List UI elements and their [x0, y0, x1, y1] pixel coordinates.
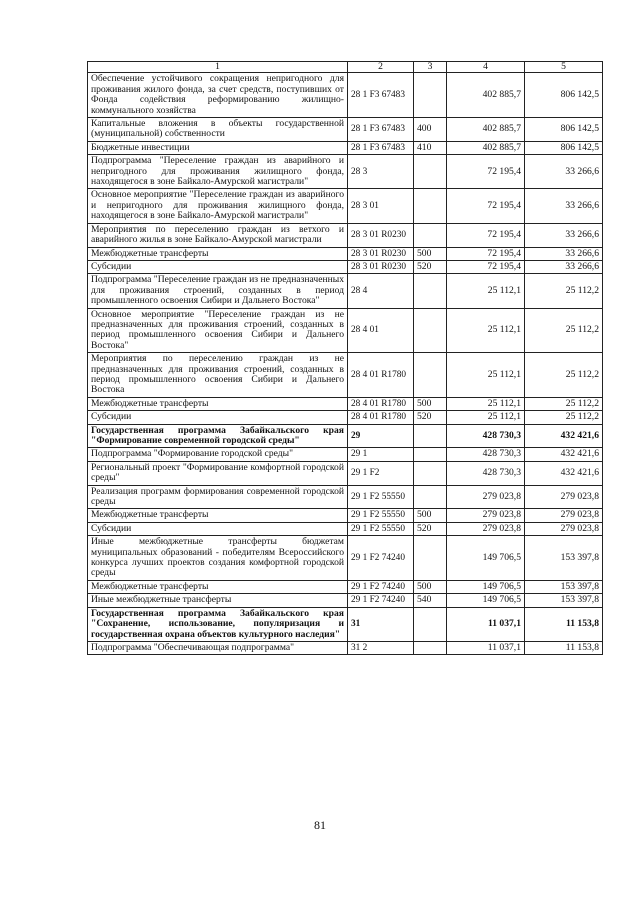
row-name-cell: Региональный проект "Формирование комфортной городской среды" — [88, 461, 348, 485]
row-name-cell: Подпрограмма "Формирование городской среды" — [88, 448, 348, 461]
row-expense-type-cell: 520 — [414, 411, 447, 424]
row-value-col4-cell: 25 112,1 — [447, 397, 525, 410]
page-number: 81 — [314, 818, 326, 832]
row-expense-type-cell: 500 — [414, 580, 447, 593]
row-value-col5-cell: 25 112,2 — [525, 397, 603, 410]
row-value-col5-cell: 33 266,6 — [525, 260, 603, 273]
row-name-cell: Иные межбюджетные трансферты — [88, 594, 348, 607]
row-code-cell: 31 — [348, 607, 414, 641]
header-col-4: 4 — [447, 62, 525, 73]
row-expense-type-cell: 400 — [414, 118, 447, 142]
row-name-cell: Межбюджетные трансферты — [88, 397, 348, 410]
row-value-col4-cell: 402 885,7 — [447, 118, 525, 142]
row-name-cell: Межбюджетные трансферты — [88, 247, 348, 260]
row-code-cell: 29 1 F2 55550 — [348, 485, 414, 509]
row-value-col5-cell: 806 142,5 — [525, 73, 603, 118]
row-value-col4-cell: 72 195,4 — [447, 189, 525, 223]
row-value-col4-cell: 25 112,1 — [447, 353, 525, 398]
row-name-cell: Государственная программа Забайкальского края "Формирование современной городской среды" — [88, 424, 348, 448]
table-row — [88, 397, 603, 410]
row-name-cell: Основное мероприятие "Переселение граждан из не предназначенных для проживания строений, созданных в период промышленного освоения Сибири и Дальнего Востока" — [88, 308, 348, 353]
row-code-cell: 28 3 01 — [348, 189, 414, 223]
row-expense-type-cell: 500 — [414, 397, 447, 410]
row-code-cell: 29 1 F2 74240 — [348, 580, 414, 593]
row-expense-type-cell — [414, 73, 447, 118]
row-value-col5-cell: 33 266,6 — [525, 247, 603, 260]
row-code-cell: 28 4 01 R1780 — [348, 353, 414, 398]
row-value-col5-cell: 11 153,8 — [525, 607, 603, 641]
table-row — [88, 509, 603, 522]
row-value-col5-cell: 806 142,5 — [525, 118, 603, 142]
row-value-col5-cell: 11 153,8 — [525, 641, 603, 654]
row-expense-type-cell — [414, 155, 447, 189]
row-name-cell: Субсидии — [88, 411, 348, 424]
row-value-col4-cell: 25 112,1 — [447, 274, 525, 308]
row-value-col4-cell: 402 885,7 — [447, 73, 525, 118]
row-value-col4-cell: 428 730,3 — [447, 461, 525, 485]
row-value-col4-cell: 279 023,8 — [447, 509, 525, 522]
table-row — [88, 594, 603, 607]
row-value-col5-cell: 432 421,6 — [525, 461, 603, 485]
row-expense-type-cell — [414, 485, 447, 509]
row-value-col4-cell: 149 706,5 — [447, 580, 525, 593]
row-code-cell: 28 1 F3 67483 — [348, 141, 414, 154]
row-value-col4-cell: 149 706,5 — [447, 536, 525, 581]
row-value-col4-cell: 279 023,8 — [447, 485, 525, 509]
row-value-col5-cell: 153 397,8 — [525, 580, 603, 593]
row-value-col4-cell: 25 112,1 — [447, 411, 525, 424]
row-expense-type-cell — [414, 308, 447, 353]
row-value-col5-cell: 25 112,2 — [525, 353, 603, 398]
row-name-cell: Субсидии — [88, 522, 348, 535]
row-code-cell: 29 1 F2 74240 — [348, 536, 414, 581]
table-row — [88, 448, 603, 461]
row-value-col5-cell: 25 112,2 — [525, 411, 603, 424]
row-name-cell: Обеспечение устойчивого сокращения непригодного для проживания жилого фонда, за счет средств, поступивших от Фонда содействия реформированию жилищно-коммунального хозяйства — [88, 73, 348, 118]
table-row — [88, 411, 603, 424]
row-name-cell: Субсидии — [88, 260, 348, 273]
row-name-cell: Капитальные вложения в объекты государственной (муниципальной) собственности — [88, 118, 348, 142]
row-value-col4-cell: 25 112,1 — [447, 308, 525, 353]
row-expense-type-cell: 410 — [414, 141, 447, 154]
table-row — [88, 141, 603, 154]
row-code-cell: 28 3 — [348, 155, 414, 189]
row-value-col4-cell: 72 195,4 — [447, 260, 525, 273]
row-name-cell: Мероприятия по переселению граждан из не предназначенных для проживания строений, созданных в период промышленного освоения Сибири и Дальнего Востока — [88, 353, 348, 398]
row-value-col5-cell: 279 023,8 — [525, 485, 603, 509]
row-value-col5-cell: 279 023,8 — [525, 509, 603, 522]
row-value-col5-cell: 432 421,6 — [525, 424, 603, 448]
row-value-col5-cell: 153 397,8 — [525, 594, 603, 607]
row-value-col5-cell: 153 397,8 — [525, 536, 603, 581]
table-header-row — [88, 62, 603, 73]
row-code-cell: 28 3 01 R0230 — [348, 247, 414, 260]
row-name-cell: Бюджетные инвестиции — [88, 141, 348, 154]
table-row — [88, 580, 603, 593]
row-expense-type-cell: 500 — [414, 247, 447, 260]
table-row — [88, 424, 603, 448]
header-col-5: 5 — [525, 62, 603, 73]
row-value-col5-cell: 33 266,6 — [525, 155, 603, 189]
row-code-cell: 29 1 F2 74240 — [348, 594, 414, 607]
row-code-cell: 29 — [348, 424, 414, 448]
row-value-col4-cell: 72 195,4 — [447, 155, 525, 189]
row-code-cell: 29 1 F2 55550 — [348, 509, 414, 522]
row-value-col5-cell: 279 023,8 — [525, 522, 603, 535]
row-code-cell: 28 1 F3 67483 — [348, 73, 414, 118]
table-row — [88, 353, 603, 398]
row-expense-type-cell — [414, 189, 447, 223]
row-expense-type-cell — [414, 448, 447, 461]
row-code-cell: 28 3 01 R0230 — [348, 223, 414, 247]
row-value-col5-cell: 33 266,6 — [525, 223, 603, 247]
table-row — [88, 223, 603, 247]
row-code-cell: 28 4 01 R1780 — [348, 397, 414, 410]
row-expense-type-cell — [414, 223, 447, 247]
row-expense-type-cell: 540 — [414, 594, 447, 607]
row-name-cell: Иные межбюджетные трансферты бюджетам муниципальных образований - победителям Всероссийского конкурса лучших проектов создания комфортной городской среды — [88, 536, 348, 581]
row-value-col5-cell: 25 112,2 — [525, 274, 603, 308]
table-row — [88, 274, 603, 308]
row-value-col4-cell: 279 023,8 — [447, 522, 525, 535]
header-col-3: 3 — [414, 62, 447, 73]
row-code-cell: 31 2 — [348, 641, 414, 654]
row-expense-type-cell: 520 — [414, 522, 447, 535]
table-row — [88, 461, 603, 485]
row-name-cell: Государственная программа Забайкальского края "Сохранение, использование, популяризация и государственная охрана объектов культурного наследия" — [88, 607, 348, 641]
row-expense-type-cell — [414, 641, 447, 654]
row-expense-type-cell: 500 — [414, 509, 447, 522]
row-value-col5-cell: 806 142,5 — [525, 141, 603, 154]
row-code-cell: 29 1 F2 — [348, 461, 414, 485]
row-name-cell: Мероприятия по переселению граждан из ветхого и аварийного жилья в зоне Байкало-Амурской магистрали — [88, 223, 348, 247]
table-row — [88, 73, 603, 118]
row-value-col4-cell: 72 195,4 — [447, 223, 525, 247]
table-row — [88, 607, 603, 641]
row-code-cell: 28 4 — [348, 274, 414, 308]
table-body — [88, 73, 603, 655]
row-value-col5-cell: 432 421,6 — [525, 448, 603, 461]
row-code-cell: 28 4 01 R1780 — [348, 411, 414, 424]
row-name-cell: Подпрограмма "Обеспечивающая подпрограмма" — [88, 641, 348, 654]
table-row — [88, 189, 603, 223]
row-expense-type-cell — [414, 274, 447, 308]
row-name-cell: Подпрограмма "Переселение граждан из не предназначенных для проживания строений, созданных в период промышленного освоения Сибири и Дальнего Востока" — [88, 274, 348, 308]
row-value-col4-cell: 402 885,7 — [447, 141, 525, 154]
row-expense-type-cell — [414, 536, 447, 581]
row-code-cell: 28 4 01 — [348, 308, 414, 353]
row-code-cell: 29 1 — [348, 448, 414, 461]
row-value-col5-cell: 33 266,6 — [525, 189, 603, 223]
header-col-2: 2 — [348, 62, 414, 73]
row-expense-type-cell — [414, 424, 447, 448]
table-row — [88, 155, 603, 189]
table-row — [88, 641, 603, 654]
row-expense-type-cell: 520 — [414, 260, 447, 273]
row-value-col4-cell: 11 037,1 — [447, 607, 525, 641]
row-name-cell: Подпрограмма "Переселение граждан из аварийного и непригодного для проживания жилищного фонда, находящегося в зоне Байкало-Амурской магистрали" — [88, 155, 348, 189]
row-code-cell: 28 3 01 R0230 — [348, 260, 414, 273]
row-name-cell: Основное мероприятие "Переселение граждан из аварийного и непригодного для проживания жилищного фонда, находящегося в зоне Байкало-Амурской магистрали" — [88, 189, 348, 223]
table-row — [88, 522, 603, 535]
row-value-col4-cell: 149 706,5 — [447, 594, 525, 607]
row-name-cell: Межбюджетные трансферты — [88, 509, 348, 522]
row-expense-type-cell — [414, 607, 447, 641]
budget-table — [87, 61, 603, 655]
row-value-col4-cell: 72 195,4 — [447, 247, 525, 260]
row-value-col4-cell: 11 037,1 — [447, 641, 525, 654]
table-row — [88, 118, 603, 142]
table-row — [88, 308, 603, 353]
table-row — [88, 485, 603, 509]
header-col-1: 1 — [88, 62, 348, 73]
row-name-cell: Межбюджетные трансферты — [88, 580, 348, 593]
row-expense-type-cell — [414, 461, 447, 485]
row-code-cell: 28 1 F3 67483 — [348, 118, 414, 142]
row-name-cell: Реализация программ формирования современной городской среды — [88, 485, 348, 509]
table-row — [88, 247, 603, 260]
row-value-col4-cell: 428 730,3 — [447, 424, 525, 448]
row-expense-type-cell — [414, 353, 447, 398]
table-row — [88, 536, 603, 581]
row-value-col5-cell: 25 112,2 — [525, 308, 603, 353]
row-value-col4-cell: 428 730,3 — [447, 448, 525, 461]
table-row — [88, 260, 603, 273]
row-code-cell: 29 1 F2 55550 — [348, 522, 414, 535]
